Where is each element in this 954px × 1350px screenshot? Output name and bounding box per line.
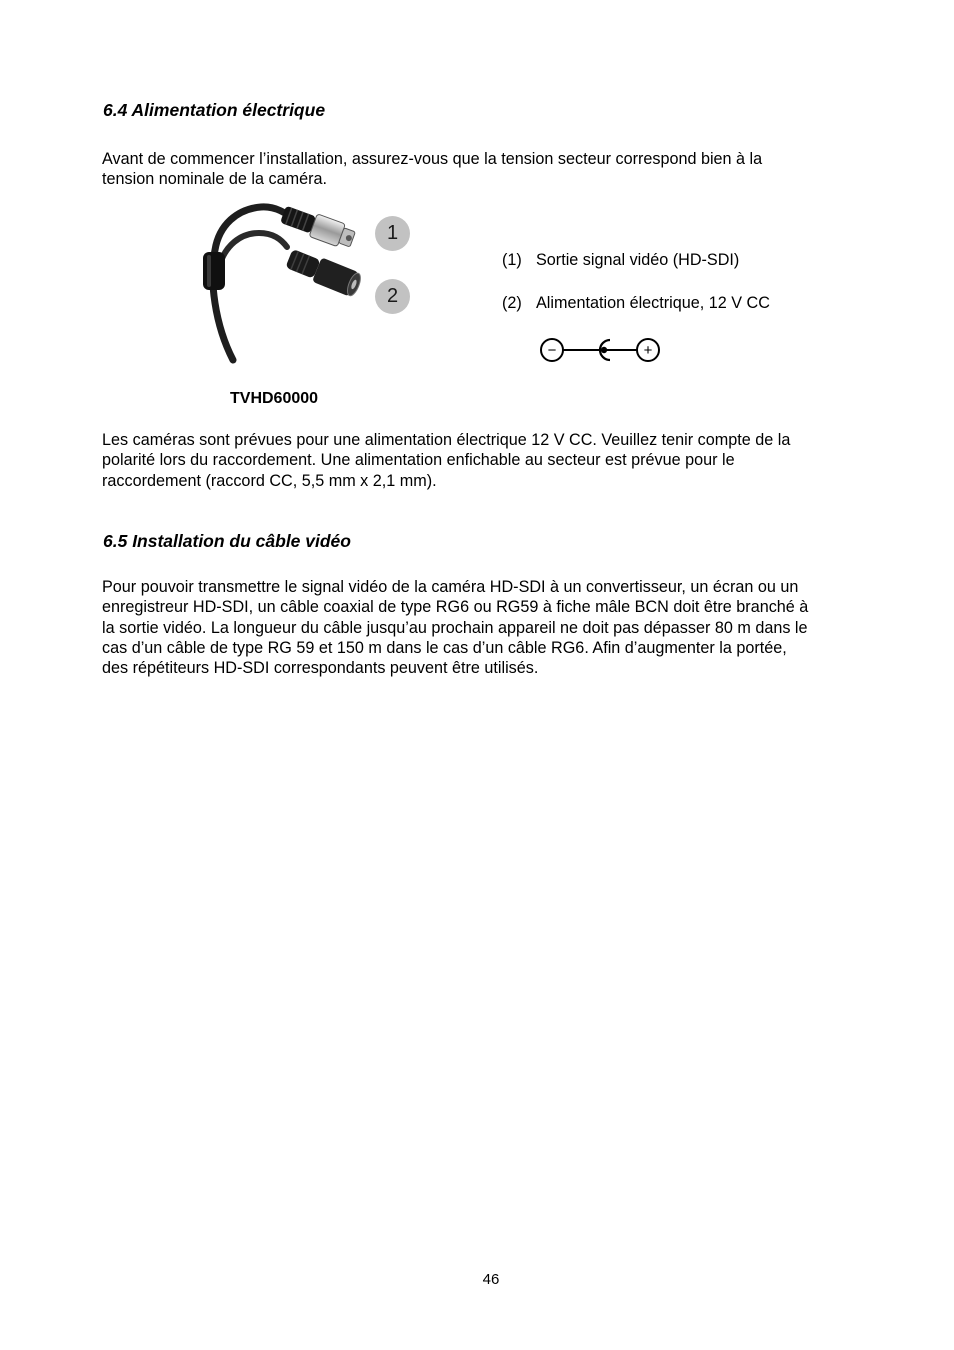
marker-2: 2 bbox=[375, 279, 410, 314]
text-line: raccordement (raccord CC, 5,5 mm x 2,1 mm). bbox=[102, 471, 437, 490]
legend-item bbox=[502, 294, 770, 313]
cable-connector-image bbox=[195, 195, 365, 365]
intro-paragraph bbox=[102, 149, 882, 190]
text-line: la sortie vidéo. La longueur du câble jusqu’au prochain appareil ne doit pas dépasser 80 m dans le bbox=[102, 618, 808, 637]
legend-text: Sortie signal vidéo (HD-SDI) bbox=[536, 251, 740, 269]
legend-text: Alimentation électrique, 12 V CC bbox=[536, 294, 770, 312]
polarity-symbol-icon bbox=[538, 335, 664, 367]
figure-caption: TVHD60000 bbox=[230, 390, 319, 407]
power-paragraph bbox=[102, 430, 882, 491]
legend-number: (1) bbox=[502, 251, 522, 269]
marker-1: 1 bbox=[375, 216, 410, 251]
page-number: 46 bbox=[482, 1271, 500, 1288]
section-heading-6-4: 6.4 Alimentation électrique bbox=[103, 100, 326, 120]
minus-sign: − bbox=[547, 342, 557, 359]
video-cable-paragraph bbox=[102, 577, 882, 678]
text-line: Avant de commencer l’installation, assurez-vous que la tension secteur correspond bien à la bbox=[102, 150, 763, 168]
section-heading-6-5: 6.5 Installation du câble vidéo bbox=[103, 531, 351, 551]
legend-item bbox=[502, 251, 739, 270]
text-line: enregistreur HD-SDI, un câble coaxial de type RG6 ou RG59 à fiche mâle BCN doit être branché à bbox=[102, 598, 809, 617]
text-line: Pour pouvoir transmettre le signal vidéo de la caméra HD-SDI à un convertisseur, un écran ou un bbox=[102, 578, 799, 596]
text-line: des répétiteurs HD-SDI correspondants peuvent être utilisés. bbox=[102, 659, 539, 678]
text-line: Les caméras sont prévues pour une alimentation électrique 12 V CC. Veuillez tenir compte de la bbox=[102, 431, 791, 449]
plus-sign: + bbox=[643, 342, 653, 359]
text-line: tension nominale de la caméra. bbox=[102, 170, 327, 189]
text-line: cas d’un câble de type RG 59 et 150 m dans le cas d’un câble RG6. Afin d’augmenter la portée, bbox=[102, 638, 787, 657]
legend-number: (2) bbox=[502, 294, 522, 312]
text-line: polarité lors du raccordement. Une alimentation enfichable au secteur est prévue pour le bbox=[102, 451, 735, 470]
